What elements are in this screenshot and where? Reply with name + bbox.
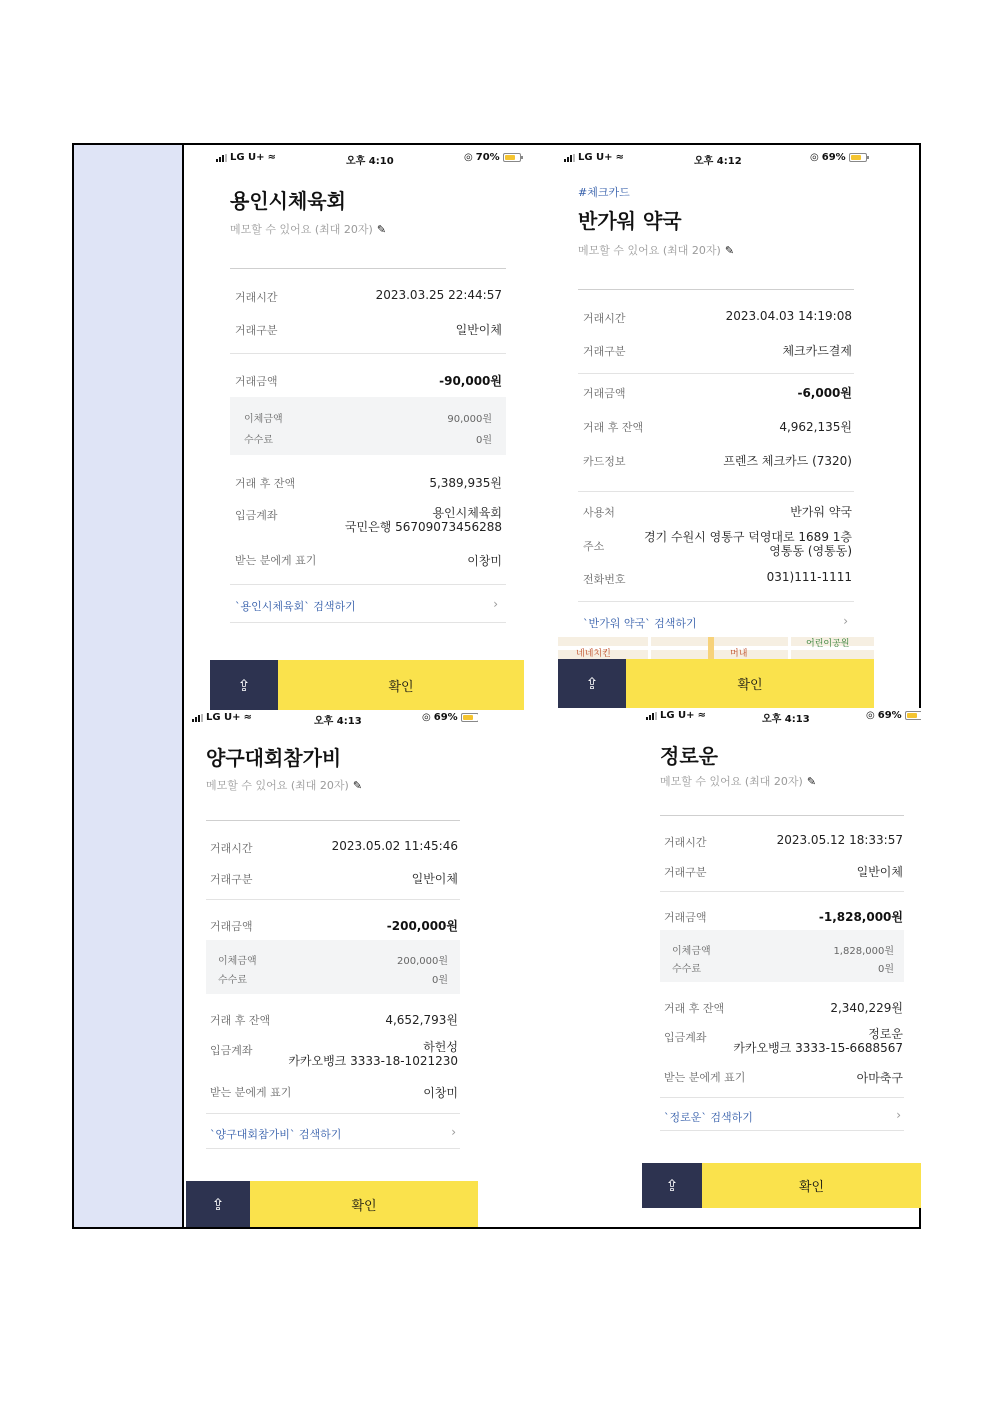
label-balance: 거래 후 잔액 [583,421,644,434]
share-button[interactable] [186,1181,250,1227]
pencil-icon[interactable]: ✎ [376,222,387,236]
share-icon: ⇪ [211,1194,225,1214]
rotation-lock-icon: ◎ [866,710,875,721]
map-label: 머내 [730,649,748,659]
value-balance: 4,962,135원 [779,420,852,434]
label-account: 입금계좌 [210,1044,253,1057]
chevron-right-icon[interactable]: › [451,1125,456,1139]
chevron-right-icon[interactable]: › [493,597,498,611]
battery-icon [461,713,478,722]
value-card: 프렌즈 체크카드 (7320) [723,454,852,468]
divider [660,891,904,892]
label-phone: 전화번호 [583,573,626,586]
memo-field[interactable] [660,773,816,789]
search-link[interactable]: `용인시체육회` 검색하기 [235,600,356,613]
label-transfer: 이체금액 [244,414,283,425]
divider [230,268,506,269]
value-balance: 5,389,935원 [429,476,502,490]
carrier-text: LG U+ [206,712,241,723]
signal-icon [646,712,657,720]
battery-icon [905,711,921,720]
value-fee: 0원 [877,964,894,975]
label-balance: 거래 후 잔액 [235,477,296,490]
value-account-number: 카카오뱅크 3333-18-1021230 [288,1054,458,1068]
value-amount: -90,000원 [439,374,502,388]
value-account-name: 용인시체육회 [432,506,502,520]
label-balance: 거래 후 잔액 [664,1002,725,1015]
value-transfer: 200,000원 [396,956,448,967]
chevron-right-icon[interactable]: › [896,1108,901,1122]
divider [206,1113,460,1114]
divider [660,1130,904,1131]
divider [230,353,506,354]
clock-text: 오후 4:13 [762,714,810,725]
value-type: 일반이체 [856,865,903,879]
label-time: 거래시간 [583,312,626,325]
transfer-detail-box [660,930,904,982]
label-account: 입금계좌 [235,509,278,522]
label-transfer: 이체금액 [218,956,257,967]
wifi-icon: ≈ [267,152,276,163]
divider [578,601,854,602]
value-time: 2023.05.02 11:45:46 [331,839,458,853]
divider [230,622,506,623]
label-fee: 수수료 [218,975,247,986]
confirm-button[interactable]: 확인 [702,1163,921,1208]
label-display: 받는 분에게 표기 [235,554,317,567]
value-amount: -200,000원 [386,919,458,933]
clock-text: 오후 4:10 [346,156,394,167]
label-card: 카드정보 [583,455,626,468]
label-transfer: 이체금액 [672,946,711,957]
status-bar [186,152,524,166]
value-address-line1: 경기 수원시 영통구 덕영대로 1689 1층 [644,530,852,544]
label-balance: 거래 후 잔액 [210,1014,271,1027]
signal-icon [192,714,203,722]
divider [660,1097,904,1098]
label-fee: 수수료 [672,964,701,975]
value-type: 일반이체 [455,323,502,337]
share-icon: ⇪ [237,675,251,695]
battery-icon [849,153,867,162]
memo-field[interactable] [578,242,734,258]
clock-text: 오후 4:12 [694,156,742,167]
label-fee: 수수료 [244,435,273,446]
label-amount: 거래금액 [210,920,253,933]
rotation-lock-icon: ◎ [422,712,431,723]
document-frame [72,143,921,1229]
confirm-button[interactable]: 확인 [250,1181,478,1227]
share-icon: ⇪ [585,674,599,693]
value-time: 2023.05.12 18:33:57 [776,833,903,847]
value-type: 체크카드결제 [782,344,852,358]
wifi-icon: ≈ [243,712,252,723]
value-account-name: 정로운 [868,1027,903,1041]
receipt-screen-1 [186,147,524,710]
value-balance: 2,340,229원 [830,1001,903,1015]
value-display: 이창미 [467,554,502,568]
value-time: 2023.03.25 22:44:57 [375,288,502,302]
merchant-title: 용인시체육회 [230,189,346,213]
share-button[interactable] [210,660,278,710]
label-amount: 거래금액 [583,387,626,400]
label-place: 사용처 [583,506,615,519]
memo-field[interactable] [230,221,386,237]
memo-placeholder: 메모할 수 있어요 (최대 20자) [230,223,373,236]
label-amount: 거래금액 [235,375,278,388]
battery-text: 69% [877,710,902,721]
memo-field[interactable] [206,777,362,793]
value-address-line2: 영통동 (영통동) [769,544,852,558]
rotation-lock-icon: ◎ [464,152,473,163]
label-amount: 거래금액 [664,911,707,924]
label-type: 거래구분 [235,324,278,337]
value-phone[interactable]: 031)111-1111 [766,570,852,584]
rotation-lock-icon: ◎ [810,152,819,163]
share-button[interactable] [558,659,626,708]
battery-text: 69% [821,152,846,163]
signal-icon [564,154,575,162]
value-display: 이창미 [423,1086,458,1100]
search-link[interactable]: `양구대회참가비` 검색하기 [210,1128,342,1141]
merchant-title: 양구대회참가비 [206,746,342,770]
location-map[interactable] [558,637,874,659]
value-account-number: 국민은행 56709073456288 [344,520,502,534]
label-time: 거래시간 [210,842,253,855]
label-account: 입금계좌 [664,1031,707,1044]
divider [206,1148,460,1149]
value-time: 2023.04.03 14:19:08 [725,309,852,323]
value-account-number: 카카오뱅크 3333-15-6688567 [733,1041,903,1055]
share-button[interactable] [642,1163,702,1208]
label-time: 거래시간 [664,836,707,849]
transfer-detail-box [230,397,506,455]
label-display: 받는 분에게 표기 [210,1086,292,1099]
search-link[interactable]: `정로운` 검색하기 [664,1111,753,1124]
merchant-title: 정로운 [660,744,718,768]
chevron-right-icon[interactable]: › [843,614,848,628]
receipt-screen-4 [640,708,921,1208]
pencil-icon[interactable]: ✎ [352,778,363,792]
share-icon: ⇪ [665,1176,679,1195]
side-column [74,145,184,1227]
confirm-button[interactable]: 확인 [626,659,874,708]
wifi-icon: ≈ [615,152,624,163]
map-label: 어린이공원 [806,639,850,649]
label-time: 거래시간 [235,291,278,304]
value-display: 아마축구 [856,1071,903,1085]
confirm-button[interactable]: 확인 [278,660,524,710]
value-account-name: 하헌성 [423,1040,458,1054]
value-amount: -1,828,000원 [818,910,903,924]
memo-placeholder: 메모할 수 있어요 (최대 20자) [206,779,349,792]
map-label: 네네치킨 [576,649,611,659]
label-type: 거래구분 [664,866,707,879]
value-type: 일반이체 [411,872,458,886]
value-transfer: 1,828,000원 [833,946,894,957]
transfer-detail-box [206,940,460,994]
value-balance: 4,652,793원 [385,1013,458,1027]
pencil-icon[interactable]: ✎ [806,774,817,788]
memo-placeholder: 메모할 수 있어요 (최대 20자) [660,775,803,788]
divider [578,491,854,492]
divider [578,373,854,374]
battery-icon [503,153,521,162]
battery-text: 70% [475,152,500,163]
clock-text: 오후 4:13 [314,716,362,727]
value-fee: 0원 [475,435,492,446]
label-address: 주소 [583,540,605,553]
carrier-text: LG U+ [578,152,613,163]
carrier-text: LG U+ [660,710,695,721]
divider [206,899,460,900]
value-fee: 0원 [431,975,448,986]
divider [230,584,506,585]
value-transfer: 90,000원 [447,414,492,425]
wifi-icon: ≈ [697,710,706,721]
pencil-icon[interactable]: ✎ [724,243,735,257]
divider [660,815,904,816]
value-place: 반가워 약국 [790,505,852,519]
status-bar [640,710,921,724]
label-type: 거래구분 [583,345,626,358]
receipt-screen-2 [558,147,874,708]
value-amount: -6,000원 [797,386,852,400]
card-type-tag: #체크카드 [578,186,630,199]
label-display: 받는 분에게 표기 [664,1071,746,1084]
divider [206,820,460,821]
receipt-screen-3 [186,710,478,1227]
memo-placeholder: 메모할 수 있어요 (최대 20자) [578,244,721,257]
status-bar [186,712,478,726]
battery-text: 69% [433,712,458,723]
label-type: 거래구분 [210,873,253,886]
status-bar [558,152,874,166]
search-link[interactable]: `반가워 약국` 검색하기 [583,617,697,630]
merchant-title: 반가워 약국 [578,209,682,233]
signal-icon [216,154,227,162]
carrier-text: LG U+ [230,152,265,163]
divider [578,289,854,290]
